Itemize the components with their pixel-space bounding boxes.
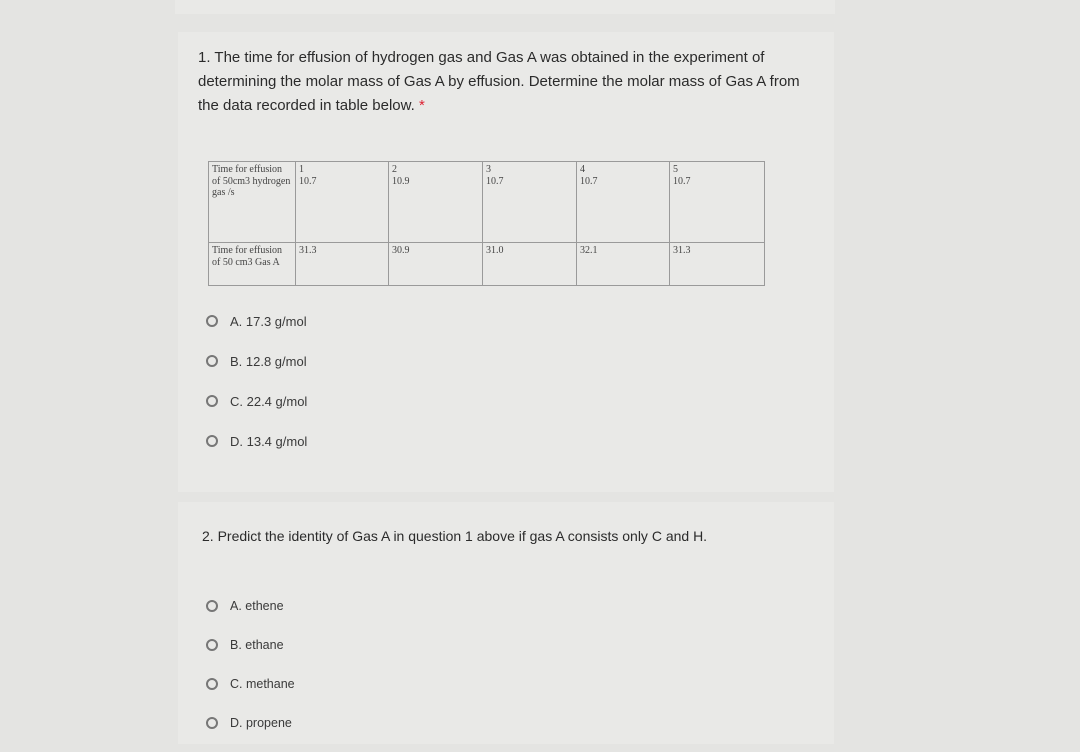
hydrogen-time-2: 10.9 [392, 175, 410, 187]
gas-a-time-2: 30.9 [389, 243, 483, 286]
table-cell [670, 162, 765, 243]
gas-a-time-3: 31.0 [483, 243, 577, 286]
gas-a-time-4: 32.1 [577, 243, 670, 286]
radio-button[interactable] [206, 639, 218, 651]
radio-button[interactable] [206, 435, 218, 447]
option-label: C. 22.4 g/mol [230, 393, 308, 409]
option-d[interactable] [206, 431, 307, 451]
table-cell [296, 162, 389, 243]
column-header: 5 [673, 164, 678, 175]
question-2-text: 2. Predict the identity of Gas A in question 1 above if gas A consists only C and H. [202, 528, 708, 544]
column-header: 4 [580, 164, 585, 175]
question-2-options [206, 596, 295, 752]
hydrogen-time-5: 10.7 [673, 175, 691, 187]
option-b[interactable] [206, 635, 295, 655]
column-header: 2 [392, 164, 397, 175]
radio-button[interactable] [206, 717, 218, 729]
effusion-data-table [208, 161, 765, 286]
question-1-prompt: 1. The time for effusion of hydrogen gas and Gas A was obtained in the experiment of determining the molar mass of Gas A by effusion. Determine the molar mass of Gas A from the data recorded in table below. [198, 49, 800, 114]
hydrogen-time-4: 10.7 [580, 175, 598, 187]
table-row [209, 162, 765, 243]
radio-button[interactable] [206, 315, 218, 327]
radio-button[interactable] [206, 600, 218, 612]
question-card-1 [178, 32, 834, 492]
option-label: C. methane [230, 677, 295, 691]
table-cell [577, 162, 670, 243]
radio-button[interactable] [206, 395, 218, 407]
hydrogen-time-1: 10.7 [299, 175, 317, 187]
option-label: D. 13.4 g/mol [230, 433, 308, 449]
question-card-2 [178, 502, 834, 744]
required-asterisk: * [419, 97, 425, 114]
option-d[interactable] [206, 713, 295, 733]
gas-a-time-5: 31.3 [670, 243, 765, 286]
column-header: 1 [299, 164, 304, 175]
question-1-text [198, 46, 808, 118]
radio-button[interactable] [206, 355, 218, 367]
hydrogen-time-3: 10.7 [486, 175, 504, 187]
row-label-gas-a: Time for effusion of 50 cm3 Gas A [209, 243, 296, 286]
row-label-hydrogen: Time for effusion of 50cm3 hydrogen gas /s [209, 162, 296, 243]
option-c[interactable] [206, 674, 295, 694]
option-b[interactable] [206, 351, 307, 371]
gas-a-time-1: 31.3 [296, 243, 389, 286]
table-cell [389, 162, 483, 243]
previous-card-edge [175, 0, 835, 14]
table-cell [483, 162, 577, 243]
option-c[interactable] [206, 391, 307, 411]
table-row [209, 243, 765, 286]
question-1-options [206, 311, 307, 471]
column-header: 3 [486, 164, 491, 175]
option-label: A. ethene [230, 599, 284, 613]
radio-button[interactable] [206, 678, 218, 690]
option-a[interactable] [206, 311, 307, 331]
option-label: B. 12.8 g/mol [230, 353, 307, 369]
option-label: A. 17.3 g/mol [230, 313, 307, 329]
option-label: D. propene [230, 716, 292, 730]
option-label: B. ethane [230, 638, 284, 652]
option-a[interactable] [206, 596, 295, 616]
